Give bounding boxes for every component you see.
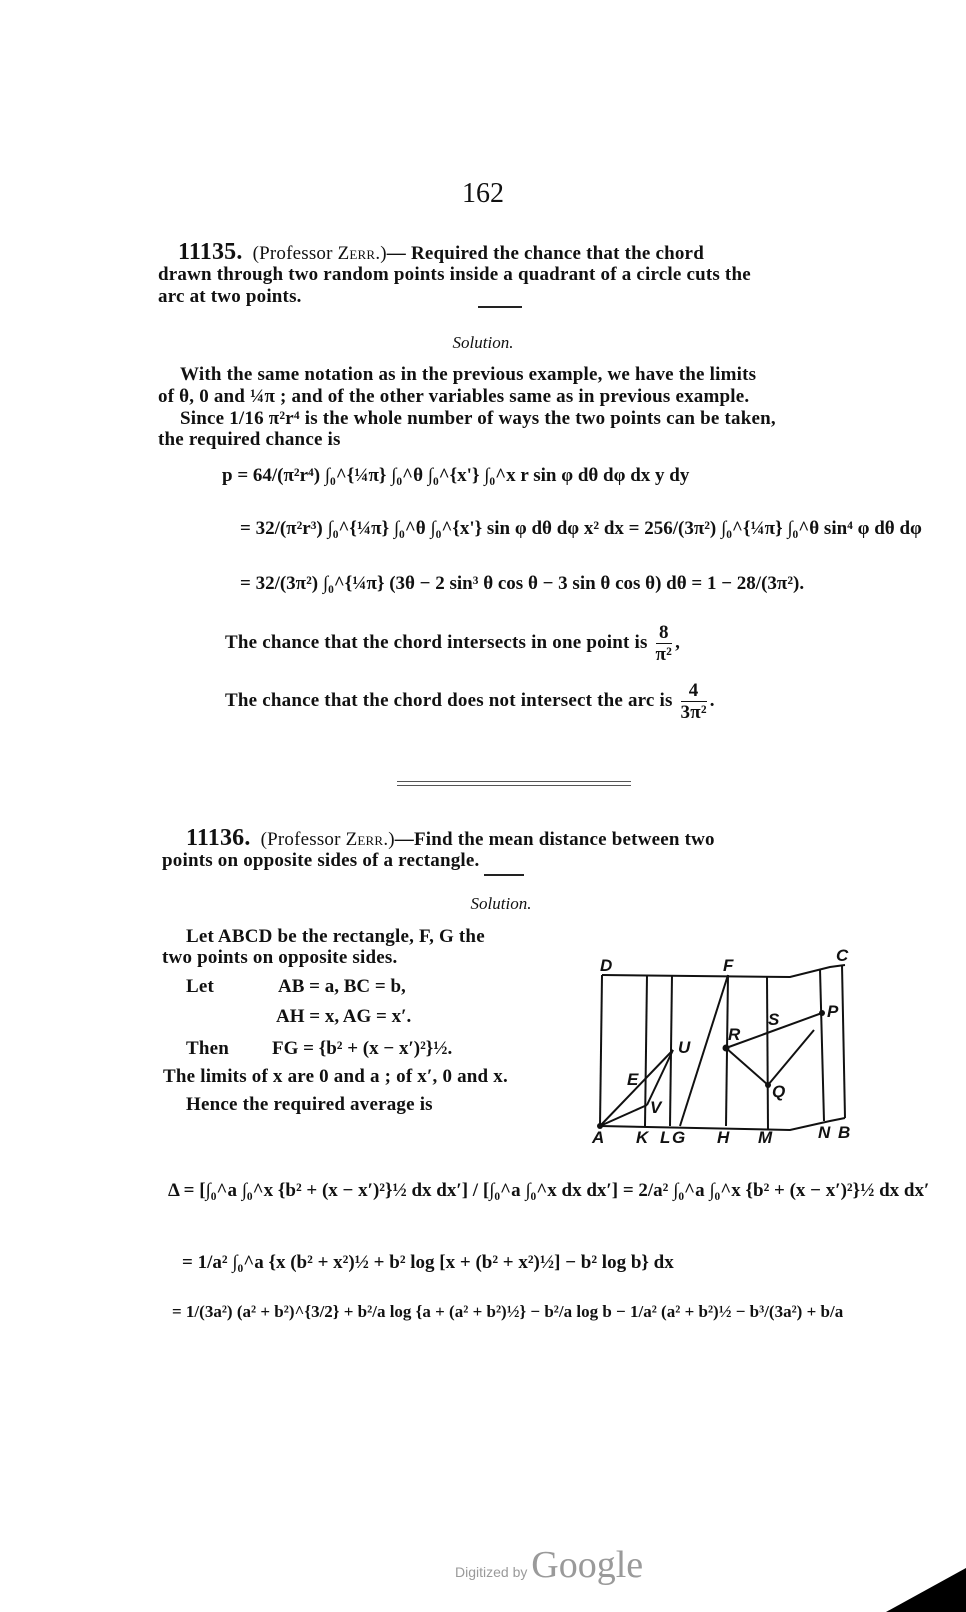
label-L: L xyxy=(660,1128,671,1145)
digitized-watermark xyxy=(455,1543,643,1587)
label-P: P xyxy=(827,1002,839,1021)
line-M xyxy=(767,977,768,1130)
point-Q xyxy=(765,1082,771,1088)
label-H: H xyxy=(717,1128,730,1145)
result-text: The chance that the chord intersects in one point is xyxy=(225,631,648,653)
denominator: π² xyxy=(655,644,673,665)
author-suffix: .) xyxy=(383,829,395,850)
statement-line: —Find the mean distance between two xyxy=(394,829,715,850)
problem-number: 11135. xyxy=(178,239,243,265)
label-M: M xyxy=(758,1128,773,1145)
label-V: V xyxy=(650,1098,662,1117)
statement-line: drawn through two random points inside a quadrant of a circle cuts the xyxy=(158,264,751,285)
let-equation: AH = x, AG = x′. xyxy=(276,1006,412,1027)
solution-text: the required chance is xyxy=(158,429,341,450)
segment-RQ xyxy=(726,1048,768,1085)
author-suffix: .) xyxy=(375,243,387,264)
watermark-prefix: Digitized by xyxy=(455,1564,528,1580)
numerator: 8 xyxy=(656,622,673,644)
segment-VU xyxy=(647,1050,673,1105)
side-BC xyxy=(842,965,845,1118)
result-fraction xyxy=(656,622,673,665)
short-divider xyxy=(478,306,522,308)
line-N xyxy=(820,969,824,1121)
author-prefix: (Professor xyxy=(252,243,338,264)
then-equation: FG = {b² + (x − x′)²}½. xyxy=(272,1038,453,1059)
result-fraction xyxy=(681,680,707,723)
google-logo: Google xyxy=(531,1544,644,1586)
solution-text: two points on opposite sides. xyxy=(162,947,398,968)
short-divider xyxy=(484,874,524,876)
segment-AV xyxy=(600,1105,647,1126)
hence-text: Hence the required average is xyxy=(186,1094,433,1115)
author-prefix: (Professor xyxy=(260,829,346,850)
numerator: 4 xyxy=(681,680,707,702)
scan-edge-shadow xyxy=(886,1568,966,1612)
solution-heading: Solution. xyxy=(470,894,532,913)
problem-number: 11136. xyxy=(186,825,251,851)
equation-line: Δ = [∫₀^a ∫₀^x {b² + (x − x′)²}½ dx dx′] / [∫₀^a ∫₀^x dx dx′] = 2/a² ∫₀^a ∫₀^x {b² + (x − x′)²}½ dx dx′ xyxy=(168,1180,930,1201)
section-divider xyxy=(397,781,631,789)
author-name: Zerr xyxy=(345,829,384,850)
label-E: E xyxy=(627,1070,639,1089)
label-D: D xyxy=(600,956,613,975)
equation-line: = 1/(3a²) (a² + b²)^{3/2} + b²/a log {a + (a² + b²)½} − b²/a log b − 1/a² (a² + b²)½ − b³/(3a²) + b/a xyxy=(172,1302,844,1321)
label-R: R xyxy=(728,1025,741,1044)
label-U: U xyxy=(678,1038,691,1057)
let-equation: AB = a, BC = b, xyxy=(278,976,406,997)
result-text: The chance that the chord does not intersect the arc is xyxy=(225,689,673,711)
statement-line: — Required the chance that the chord xyxy=(386,243,704,264)
label-G: G xyxy=(672,1128,686,1145)
solution-heading: Solution. xyxy=(452,333,514,352)
limits-text: The limits of x are 0 and a ; of x′, 0 and x. xyxy=(163,1066,508,1087)
label-N: N xyxy=(818,1123,831,1142)
solution-text: Let ABCD be the rectangle, F, G the xyxy=(186,926,485,947)
label-C: C xyxy=(836,946,849,965)
label-B: B xyxy=(838,1123,851,1142)
statement-line: points on opposite sides of a rectangle. xyxy=(162,850,480,871)
point-P xyxy=(819,1010,825,1016)
statement-line: arc at two points. xyxy=(158,286,302,307)
segment-QP xyxy=(768,1030,814,1085)
then-label: Then xyxy=(186,1038,230,1059)
page-number: 162 xyxy=(462,178,504,209)
solution-text: Since 1/16 π²r⁴ is the whole number of ways the two points can be taken, xyxy=(180,408,776,429)
let-label: Let xyxy=(186,976,215,997)
equation-line: = 32/(3π²) ∫₀^{¼π} (3θ − 2 sin³ θ cos θ − 3 sin θ cos θ) dθ = 1 − 28/(3π²). xyxy=(240,573,805,594)
label-Q: Q xyxy=(772,1082,786,1101)
label-F: F xyxy=(723,956,734,975)
solution-text: With the same notation as in the previous example, we have the limits xyxy=(180,364,757,385)
result-one-point: The chance that the chord intersects in one point is $\frac{8}{\text{π²}}$ , xyxy=(225,622,681,665)
side-AD xyxy=(600,975,602,1126)
equation-line: = 32/(π²r³) ∫₀^{¼π} ∫₀^θ ∫₀^{x'} sin φ dθ dφ x² dx = 256/(3π²) ∫₀^{¼π} ∫₀^θ sin⁴ φ dθ dφ xyxy=(240,518,922,539)
author-name: Zerr xyxy=(337,243,376,264)
rectangle-diagram xyxy=(590,915,870,1145)
equation-line: p = 64/(π²r⁴) ∫₀^{¼π} ∫₀^θ ∫₀^{x'} ∫₀^x r sin φ dθ dφ dx y dy xyxy=(222,465,690,486)
label-S: S xyxy=(768,1010,780,1029)
solution-text: of θ, 0 and ¼π ; and of the other variables same as in previous example. xyxy=(158,386,750,407)
result-no-intersection: The chance that the chord does not intersect the arc is $\frac{4}{\text{3π²}}$ . xyxy=(225,680,715,723)
point-R xyxy=(723,1045,730,1052)
solution-heading-wrap xyxy=(0,894,966,914)
problem-11136-header xyxy=(186,825,715,851)
label-A: A xyxy=(592,1128,605,1145)
equation-line: = 1/a² ∫₀^a {x (b² + x²)½ + b² log [x + (b² + x²)½] − b² log b} dx xyxy=(182,1252,674,1273)
problem-11135-header xyxy=(178,239,704,265)
label-K: K xyxy=(636,1128,649,1145)
denominator: 3π² xyxy=(680,702,707,723)
